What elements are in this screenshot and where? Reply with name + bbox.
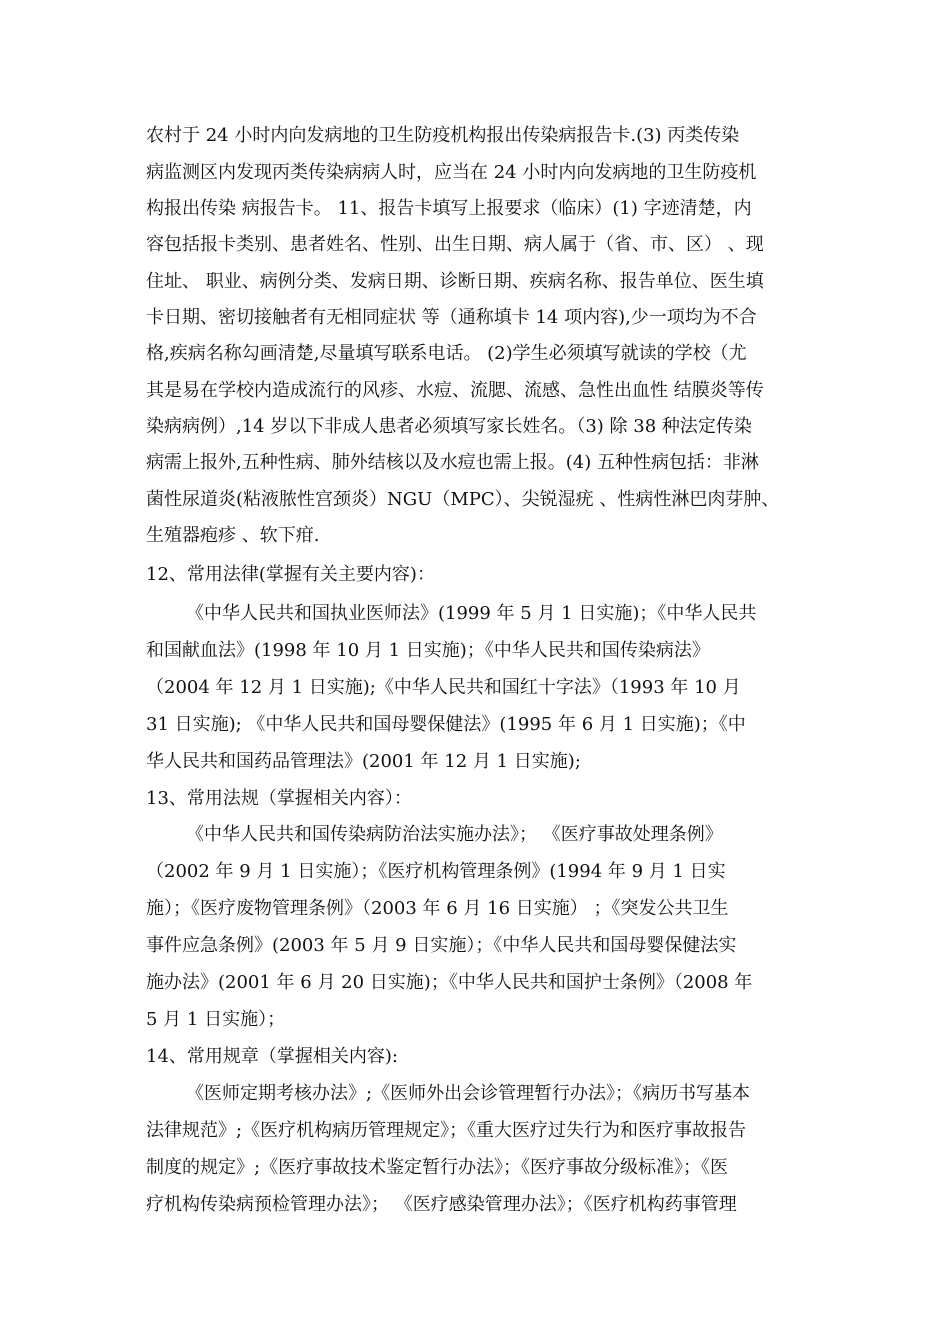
paragraph-line: 菌性尿道炎(粘液脓性宫颈炎）NGU（MPC）、尖锐湿疣 、性病性淋巴肉芽肿、 [146, 489, 780, 510]
paragraph-line: 染病病例）,14 岁以下非成人患者必须填写家长姓名。（3) 除 38 种法定传染 [146, 416, 752, 437]
paragraph-line: 事件应急条例》(2003 年 5 月 9 日实施）；《中华人民共和国母婴保健法实 [146, 935, 737, 956]
section-heading-13: 13、常用法规（掌握相关内容）： [146, 788, 412, 809]
paragraph-line: 施）；《医疗废物管理条例》（2003 年 6 月 16 日实施） ；《突发公共卫生 [146, 898, 729, 919]
paragraph-line: 其是易在学校内造成流行的风疹、水痘、流腮、流感、急性出血性 结膜炎等传 [146, 380, 764, 401]
paragraph-line: 法律规范》;《医疗机构病历管理规定》；《重大医疗过失行为和医疗事故报告 [146, 1120, 747, 1141]
paragraph-line: 华人民共和国药品管理法》(2001 年 12 月 1 日实施); [146, 751, 581, 772]
paragraph-line: 《医师定期考核办法》;《医师外出会诊管理暂行办法》；《病历书写基本 [186, 1083, 751, 1104]
paragraph-line: 施办法》(2001 年 6 月 20 日实施)；《中华人民共和国护士条例》（2008 年 [146, 972, 753, 993]
paragraph-line: 卡日期、密切接触者有无相同症状 等（通称填卡 14 项内容),少一项均为不合 [146, 307, 757, 328]
paragraph-line: 住址、 职业、病例分类、发病日期、诊断日期、疾病名称、报告单位、医生填 [146, 271, 764, 292]
paragraph-line: 容包括报卡类别、患者姓名、性别、出生日期、病人属于（省、市、区） 、现 [146, 234, 764, 255]
paragraph-line: 病监测区内发现丙类传染病病人时，应当在 24 小时内向发病地的卫生防疫机 [146, 162, 757, 183]
paragraph-line: 疗机构传染病预检管理办法》； 《医疗感染管理办法》；《医疗机构药事管理 [146, 1194, 737, 1215]
paragraph-line: 5 月 1 日实施）； [146, 1009, 286, 1030]
paragraph-line: 《中华人民共和国传染病防治法实施办法》； 《医疗事故处理条例》 [186, 824, 723, 845]
paragraph-line: 农村于 24 小时内向发病地的卫生防疫机构报出传染病报告卡.(3) 丙类传染 [146, 125, 740, 146]
section-heading-12: 12、常用法律(掌握有关主要内容)： [146, 564, 435, 585]
paragraph-line: 《中华人民共和国执业医师法》(1999 年 5 月 1 日实施)；《中华人民共 [186, 603, 757, 624]
paragraph-line: （2002 年 9 月 1 日实施）；《医疗机构管理条例》(1994 年 9 月 1 日实 [146, 861, 726, 882]
paragraph-line: 病需上报外,五种性病、肺外结核以及水痘也需上报。(4) 五种性病包括：非淋 [146, 452, 759, 473]
paragraph-line: 31 日实施); 《中华人民共和国母婴保健法》(1995 年 6 月 1 日实施)；《中 [146, 714, 746, 735]
paragraph-line: 生殖器疱疹 、软下疳. [146, 525, 320, 546]
paragraph-line: 制度的规定》;《医疗事故技术鉴定暂行办法》；《医疗事故分级标准》；《医 [146, 1157, 729, 1178]
paragraph-line: 和国献血法》(1998 年 10 月 1 日实施)；《中华人民共和国传染病法》 [146, 640, 710, 661]
paragraph-line: 格,疾病名称勾画清楚,尽量填写联系电话。 (2)学生必须填写就读的学校（尤 [146, 343, 747, 364]
paragraph-line: （2004 年 12 月 1 日实施);《中华人民共和国红十字法》（1993 年 10 月 [146, 677, 741, 698]
section-heading-14: 14、常用规章（掌握相关内容): [146, 1046, 398, 1067]
paragraph-line: 构报出传染 病报告卡。 11、报告卡填写上报要求（临床）(1) 字迹清楚，内 [146, 198, 752, 219]
